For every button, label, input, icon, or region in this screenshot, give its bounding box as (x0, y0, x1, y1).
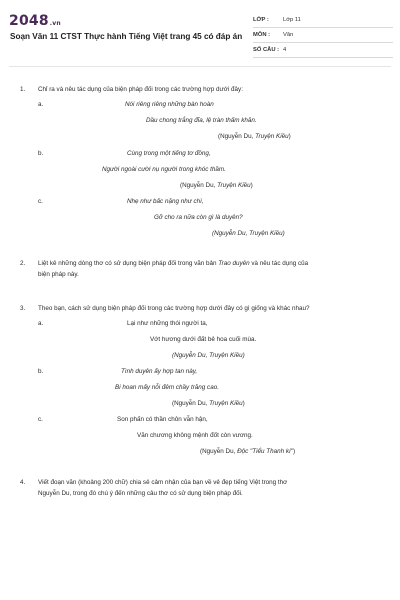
source-author: (Nguyễn Du, (218, 133, 256, 140)
question-text-part: và nêu tác dụng của (249, 260, 309, 267)
question-number: 4. (20, 479, 26, 486)
verse-line: Vớt hương dưới đất bẻ hoa cuối mùa. (150, 336, 257, 343)
meta-value: Văn (283, 32, 294, 38)
verse-line: Tình duyên ấy hợp tan này, (121, 368, 198, 375)
verse-line: Son phấn có thần chôn vẫn hận, (117, 416, 208, 423)
meta-row-class (253, 13, 393, 28)
question-number: 2. (20, 260, 26, 267)
question-text: Theo bạn, cách sử dụng biện pháp đối trong các trường hợp dưới đây có gì giống và khác nhau? (38, 305, 310, 312)
verse-source (180, 182, 253, 189)
source-close: ) (242, 400, 245, 407)
source-work: Truyện Kiều (209, 400, 243, 407)
meta-value: Lớp 11 (283, 17, 301, 23)
meta-row-subject (253, 28, 393, 43)
source-work: Truyện Kiều (255, 133, 289, 140)
verse-source (212, 230, 285, 237)
meta-label: SỐ CÂU : (253, 47, 280, 53)
source-close: ) (250, 182, 253, 189)
meta-row-count (253, 43, 393, 58)
question-text (38, 258, 390, 280)
meta-label: LỚP : (253, 17, 269, 23)
question-text: Chỉ ra và nêu tác dụng của biện pháp đối trong các trường hợp dưới đây: (38, 86, 243, 93)
header-divider (9, 66, 391, 67)
verse-line: Lại như những thói người ta, (127, 320, 208, 327)
work-title: Trao duyên (218, 260, 250, 267)
verse-line: Người ngoài cười nụ người trong khóc thầm. (102, 166, 226, 173)
source-close: ) (292, 448, 296, 455)
verse-source (172, 352, 245, 359)
header (0, 0, 400, 64)
option-label: a. (38, 320, 44, 327)
meta-value: 4 (283, 47, 287, 53)
verse-line: Nói riêng riêng những bàn hoàn (125, 101, 214, 108)
option-label: c. (38, 198, 43, 205)
question-text-part: biện pháp này. (38, 271, 79, 278)
verse-line: Văn chương không mệnh đốt còn vương. (137, 432, 253, 439)
question-text-part: Viết đoạn văn (khoảng 200 chữ) chia sẻ cảm nhận của bạn về vẻ đẹp tiếng Việt trong thơ (38, 479, 288, 486)
verse-source (172, 400, 245, 407)
source-author: (Nguyễn Du, (200, 448, 238, 455)
logo-text: 2048 (9, 13, 49, 29)
verse-source (218, 133, 291, 140)
source-work: Truyện Kiều (217, 182, 251, 189)
verse-line: Dầu chong trắng đĩa, lệ tràn thấm khăn. (146, 117, 257, 124)
meta-label: MÔN : (253, 32, 271, 38)
verse-line: Gỡ cho ra nữa còn gì là duyên? (154, 214, 243, 221)
verse-line: Nhẹ như bấc nặng như chì, (127, 198, 204, 205)
option-label: c. (38, 416, 43, 423)
question-number: 3. (20, 305, 26, 312)
source-author: (Nguyễn Du, (180, 182, 218, 189)
source-author: (Nguyễn Du, Truyện Kiều) (212, 230, 285, 237)
option-label: b. (38, 150, 44, 157)
site-logo[interactable] (9, 13, 61, 29)
question-text-part: Liệt kê những dòng thơ có sử dụng biện pháp đối trong văn bản (38, 260, 219, 267)
meta-table (253, 13, 393, 58)
source-author: (Nguyễn Du, Truyện Kiều) (172, 352, 245, 359)
source-close: ) (288, 133, 291, 140)
question-text (38, 477, 390, 499)
verse-source (200, 448, 295, 455)
page-title: Soạn Văn 11 CTST Thực hành Tiếng Việt trang 45 có đáp án (10, 32, 243, 41)
question-text-part: Nguyễn Du, trong đó chú ý đến những câu thơ có sử dụng biện pháp đối. (38, 490, 243, 497)
option-label: b. (38, 368, 44, 375)
source-author: (Nguyễn Du, (172, 400, 210, 407)
logo-suffix: .vn (49, 20, 61, 27)
verse-line: Bi hoan mấy nỗi đêm chầy trăng cao. (115, 384, 219, 391)
option-label: a. (38, 101, 44, 108)
verse-line: Cùng trong một tiếng tơ đồng, (127, 150, 211, 157)
question-number: 1. (20, 86, 26, 93)
source-work: Độc "Tiểu Thanh kí" (237, 448, 293, 455)
